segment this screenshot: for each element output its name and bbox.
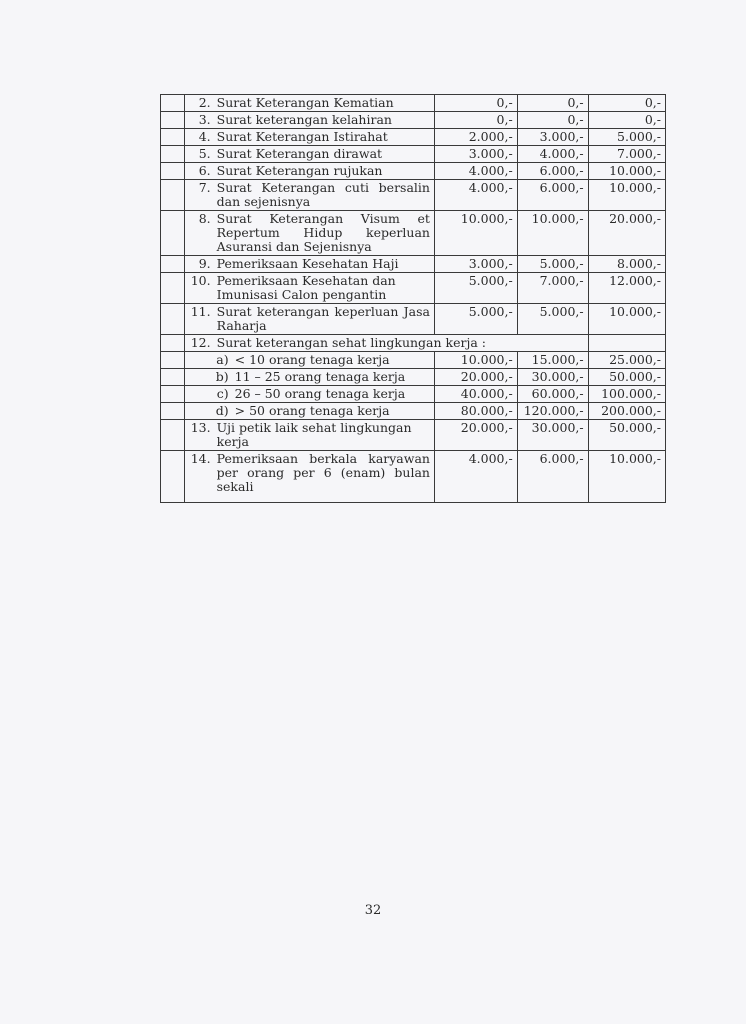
item-number: a) [216,352,229,367]
price-cell-2: 15.000,- [517,352,588,369]
item-text: 26 – 50 orang tenaga kerja [234,386,406,401]
item-number: b) [215,369,229,384]
item-text: Uji petik laik sehat lingkungan kerja [216,420,412,449]
item-text: Pemeriksaan berkala karyawan per orang per 6 (enam) bulan sekali [216,451,430,494]
blank-cell [588,335,665,352]
price-cell-1: 4.000,- [434,180,517,211]
price-cell-3: 8.000,- [588,256,665,273]
blank-cell [161,211,185,256]
price-cell-3: 12.000,- [588,273,665,304]
price-cell-1: 4.000,- [434,163,517,180]
price-cell-3: 50.000,- [588,420,665,451]
item-number: 10. [190,273,211,288]
table-row [161,129,666,146]
blank-cell [161,369,185,386]
price-cell-2: 0,- [517,112,588,129]
price-cell-2: 0,- [517,95,588,112]
item-number: 13. [190,420,211,435]
price-cell-2: 6.000,- [517,451,588,503]
blank-cell [161,146,185,163]
blank-cell [161,95,185,112]
table-row [161,420,666,451]
price-cell-1: 4.000,- [434,451,517,503]
description-cell [184,420,434,451]
item-number: 3. [198,112,211,127]
price-cell-2: 30.000,- [517,420,588,451]
blank-cell [161,112,185,129]
table-row [161,146,666,163]
table-row [161,352,666,369]
price-cell-1: 0,- [434,112,517,129]
price-cell-2: 7.000,- [517,273,588,304]
item-text: Pemeriksaan Kesehatan Haji [216,256,399,271]
blank-cell [161,304,185,335]
description-cell [184,129,434,146]
table-row [161,403,666,420]
item-text: Surat Keterangan rujukan [216,163,383,178]
table-row [161,304,666,335]
page-number: 32 [364,903,382,918]
blank-cell [161,129,185,146]
price-cell-3: 0,- [588,95,665,112]
description-cell [184,304,434,335]
price-cell-2: 3.000,- [517,129,588,146]
price-cell-2: 5.000,- [517,256,588,273]
price-cell-1: 20.000,- [434,420,517,451]
item-number: 2. [198,95,211,110]
description-cell [184,403,434,420]
description-cell [184,386,434,403]
description-cell [184,451,434,503]
price-cell-3: 50.000,- [588,369,665,386]
price-cell-1: 20.000,- [434,369,517,386]
price-cell-2: 4.000,- [517,146,588,163]
item-text: Surat Keterangan Kematian [216,95,394,110]
blank-cell [161,352,185,369]
table-row [161,273,666,304]
item-text: Surat Keterangan Visum et Repertum Hidup keperluan Asuransi dan Sejenisnya [216,211,430,254]
table-row [161,256,666,273]
item-number: 9. [198,256,211,271]
price-cell-2: 6.000,- [517,163,588,180]
item-text: Pemeriksaan Kesehatan dan Imunisasi Calon pengantin [216,273,396,302]
price-cell-1: 5.000,- [434,304,517,335]
price-cell-1: 3.000,- [434,146,517,163]
price-cell-3: 0,- [588,112,665,129]
price-cell-3: 10.000,- [588,180,665,211]
price-cell-3: 25.000,- [588,352,665,369]
item-number: d) [215,403,229,418]
price-cell-1: 0,- [434,95,517,112]
price-cell-1: 2.000,- [434,129,517,146]
item-number: 8. [198,211,211,226]
table-row [161,369,666,386]
item-number: 7. [198,180,211,195]
item-number: 11. [190,304,211,319]
description-cell [184,95,434,112]
price-cell-3: 200.000,- [588,403,665,420]
table-row [161,386,666,403]
description-cell [184,273,434,304]
item-number: 12. [190,335,211,350]
item-text: Surat Keterangan cuti bersalin dan sejenisnya [216,180,430,209]
item-number: 4. [198,129,211,144]
price-cell-3: 10.000,- [588,163,665,180]
description-cell [184,352,434,369]
blank-cell [161,256,185,273]
description-cell [184,146,434,163]
table-row [161,451,666,503]
description-cell [184,163,434,180]
price-cell-3: 20.000,- [588,211,665,256]
item-text: Surat Keterangan dirawat [216,146,383,161]
description-cell [184,112,434,129]
price-cell-1: 10.000,- [434,352,517,369]
blank-cell [161,335,185,352]
price-cell-1: 10.000,- [434,211,517,256]
item-text: Surat keterangan kelahiran [216,112,392,127]
price-cell-3: 10.000,- [588,304,665,335]
description-cell [184,211,434,256]
blank-cell [161,273,185,304]
blank-cell [161,451,185,503]
price-cell-1: 80.000,- [434,403,517,420]
blank-cell [161,163,185,180]
description-cell [184,369,434,386]
price-cell-1: 3.000,- [434,256,517,273]
item-text: < 10 orang tenaga kerja [234,352,390,367]
item-text: Surat keterangan keperluan Jasa Raharja [216,304,430,333]
item-number: 5. [198,146,211,161]
section-header-cell [184,335,588,352]
item-number: 6. [198,163,211,178]
price-cell-2: 60.000,- [517,386,588,403]
price-cell-1: 5.000,- [434,273,517,304]
price-cell-3: 100.000,- [588,386,665,403]
description-cell [184,256,434,273]
table-row [161,180,666,211]
table-row [161,335,666,352]
blank-cell [161,180,185,211]
tariff-table [160,94,666,503]
item-number: c) [216,386,229,401]
price-cell-3: 5.000,- [588,129,665,146]
price-cell-2: 10.000,- [517,211,588,256]
price-cell-2: 30.000,- [517,369,588,386]
item-text: > 50 orang tenaga kerja [234,403,390,418]
item-text: Surat keterangan sehat lingkungan kerja : [216,335,486,350]
price-cell-2: 120.000,- [517,403,588,420]
price-cell-3: 10.000,- [588,451,665,503]
table-row [161,112,666,129]
price-cell-2: 5.000,- [517,304,588,335]
item-text: 11 – 25 orang tenaga kerja [234,369,406,384]
table-row [161,211,666,256]
table-row [161,163,666,180]
item-text: Surat Keterangan Istirahat [216,129,388,144]
price-cell-1: 40.000,- [434,386,517,403]
price-cell-3: 7.000,- [588,146,665,163]
description-cell [184,180,434,211]
table-row [161,95,666,112]
blank-cell [161,420,185,451]
item-number: 14. [190,451,211,466]
price-cell-2: 6.000,- [517,180,588,211]
blank-cell [161,386,185,403]
blank-cell [161,403,185,420]
